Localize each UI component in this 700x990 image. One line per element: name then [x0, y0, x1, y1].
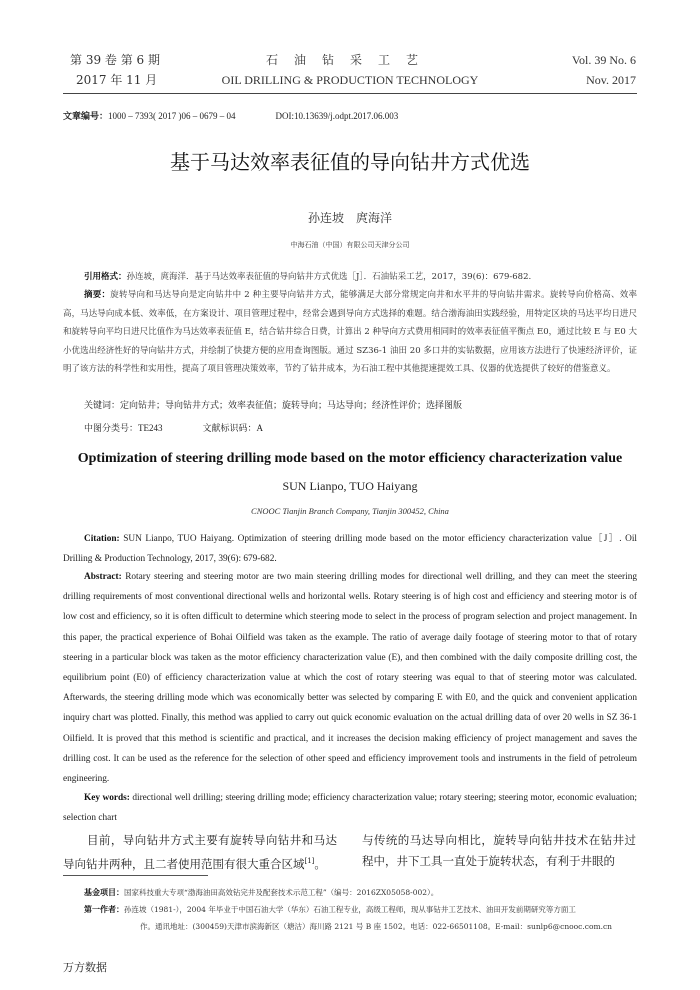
abstract-en-label: Abstract: — [84, 572, 122, 582]
footnote-fund — [84, 884, 644, 901]
fund-label: 基金项目： — [84, 888, 124, 897]
affiliation-en: CNOOC Tianjin Branch Company, Tianjin 300452, China — [251, 506, 449, 516]
footnote-rule — [63, 875, 208, 876]
article-number — [63, 109, 398, 122]
citation-cn-label: 引用格式： — [84, 272, 127, 282]
keywords-cn — [84, 398, 462, 411]
body-column-right — [362, 830, 636, 872]
header-rule — [63, 93, 637, 94]
classification — [84, 421, 263, 434]
fund-text: 国家科技重大专项“渤海油田高效钻完井及配套技术示范工程”（编号：2016ZX05058-002）。 — [124, 888, 439, 897]
reference-link[interactable]: [1] — [304, 857, 315, 865]
clc-label: 中图分类号： — [84, 424, 139, 434]
citation-cn-text: 孙连坡，庹海洋．基于马达效率表征值的导向钻井方式优选［J］．石油钻采工艺，2017，39(6)：679-682. — [126, 272, 532, 282]
article-number-label: 文章编号： — [63, 112, 109, 122]
footnote-author — [84, 901, 644, 918]
citation-cn — [84, 270, 531, 282]
issue-date-en: Nov. 2017 — [586, 73, 636, 87]
issue-info-en — [572, 50, 636, 90]
abstract-cn-text: 旋转导向和马达导向是定向钻井中 2 种主要导向钻井方式，能够满足大部分常规定向井和水平井的导向钻井需求。旋转导向价格高、效率高，马达导向成本低、效率低，在方案设计、项目管理过程中，经常会遇到导向方式选择的难题。结合渤海油田实践经验，用特定区块的马达平均日进尺和旋转导向平均日进尺比值作为马达效率表征值 E，结合钻井综合日费，计算出 2 种导向方式费用相同时的效率表征值平衡点 E0，通过比较 E 与 E0 大小优选出经济性好的导向钻井方式，并绘制了快捷方便的应用查询图版。通过 SZ36-1 油田 20 多口井的实钻数据，应用该方法进行了快速经济评价，证明了该方法的科学性和实用性，提高了项目管理决策效率，节约了钻井成本，为石油工程中其他提速提效工具、仪器的优选提供了较好的借鉴意义。 — [63, 290, 637, 375]
doc-code-label: 文献标识码： — [202, 424, 257, 434]
title-cn: 基于马达效率表征值的导向钻井方式优选 — [170, 150, 530, 174]
authors-en: SUN Lianpo, TUO Haiyang — [282, 479, 418, 493]
citation-en-label: Citation: — [84, 534, 120, 544]
body-left-text: 目前，导向钻井方式主要有旋转导向钻井和马达导向钻井两种，且二者使用范围有很大重合区域 — [63, 833, 337, 871]
body-right-text: 与传统的马达导向相比，旋转导向钻井技术在钻井过程中，井下工具一直处于旋转状态，有利于井眼的 — [362, 833, 636, 868]
keywords-cn-label: 关键词： — [84, 401, 121, 411]
issue-volume: 第 39 卷 第 6 期 — [70, 53, 160, 67]
issue-volume-en: Vol. 39 No. 6 — [571, 53, 636, 67]
clc-value: TE243 — [138, 423, 163, 433]
keywords-en-label: Key words: — [84, 793, 130, 803]
author-text: 孙连坡（1981-），2004 年毕业于中国石油大学（华东）石油工程专业，高级工程师，现从事钻井工艺技术、油田开发前期研究等方面工 — [124, 905, 576, 914]
body-column-left — [63, 830, 337, 875]
keywords-cn-text: 定向钻井；导向钻井方式；效率表征值；旋转导向；马达导向；经济性评价；选择图版 — [120, 401, 463, 411]
citation-en — [63, 529, 637, 569]
citation-en-text: SUN Lianpo, TUO Haiyang. Optimization of steering drilling mode based on the motor efficiency characterization value［J］. Oil Drilling & Production Technology, 2017, 39(6): 679-682. — [63, 534, 637, 565]
footnote-author-contact: 作。通讯地址：(300459)天津市滨海新区（塘沽）海川路 2121 号 B 座 1502。电话：022-66501108。E-mail：sunlp6@cnooc.com.cn — [140, 922, 613, 931]
title-en: Optimization of steering drilling mode based on the motor efficiency characterization value — [77, 451, 623, 466]
body-left-end: 。 — [314, 856, 326, 871]
abstract-cn-label: 摘要： — [84, 290, 111, 300]
abstract-cn — [63, 286, 637, 379]
journal-name-cn: 石油钻采工艺 — [265, 53, 434, 67]
authors-cn: 孙连坡 庹海洋 — [307, 211, 392, 225]
journal-name-en: OIL DRILLING & PRODUCTION TECHNOLOGY — [221, 73, 479, 87]
doc-code-value: A — [256, 423, 264, 433]
abstract-en — [63, 567, 637, 789]
article-number-value: 1000 – 7393( 2017 )06 – 0679 – 04 — [108, 111, 236, 121]
author-label: 第一作者： — [84, 905, 124, 914]
abstract-en-text: Rotary steering and steering motor are two main steering drilling modes for directional well drilling, and they can meet the steering drilling requirements of most conventional directional wells and horizontal wells. Rotary steering is of high cost and efficiency and steering motor is of low cost and efficiency, so it is often difficult to determine which steering mode to select in the process of program selection and project management. In this paper, the practical experience of Bohai Oilfield was taken as the example. The ratio of average daily footage of steering motor to that of rotary steering in a particular block was taken as the motor efficiency characterization value (E), and then combined with the daily composite drilling cost, the equilibrium point (E0) of efficiency characterization value at which the cost of rotary steering was equal to that of steering motor was calculated. Afterwards, the steering drilling mode which was economically better was selected by comparing E with E0, and the quick and convenient application inquiry chart was plotted. Finally, this method was applied to carry out quick economic evaluation on the actual drilling data of over 20 wells in SZ 36-1 Oilfield. It is proved that this method is scientific and practical, and it increases the decision making efficiency of project management and saves the drilling cost. It can be used as the reference for the selection of other speed and efficiency improvement tools and instruments in the field of petroleum engineering. — [63, 572, 638, 785]
doi[interactable]: DOI:10.13639/j.odpt.2017.06.003 — [275, 111, 399, 121]
issue-date: 2017 年 11 月 — [76, 73, 158, 87]
affiliation-cn: 中海石油（中国）有限公司天津分公司 — [290, 241, 410, 249]
keywords-en-text: directional well drilling; steering drilling mode; efficiency characterization value; rotary steering; steering motor, economic evaluation; selection chart — [63, 793, 637, 824]
watermark: 万方数据 — [63, 961, 107, 974]
keywords-en — [63, 788, 637, 828]
